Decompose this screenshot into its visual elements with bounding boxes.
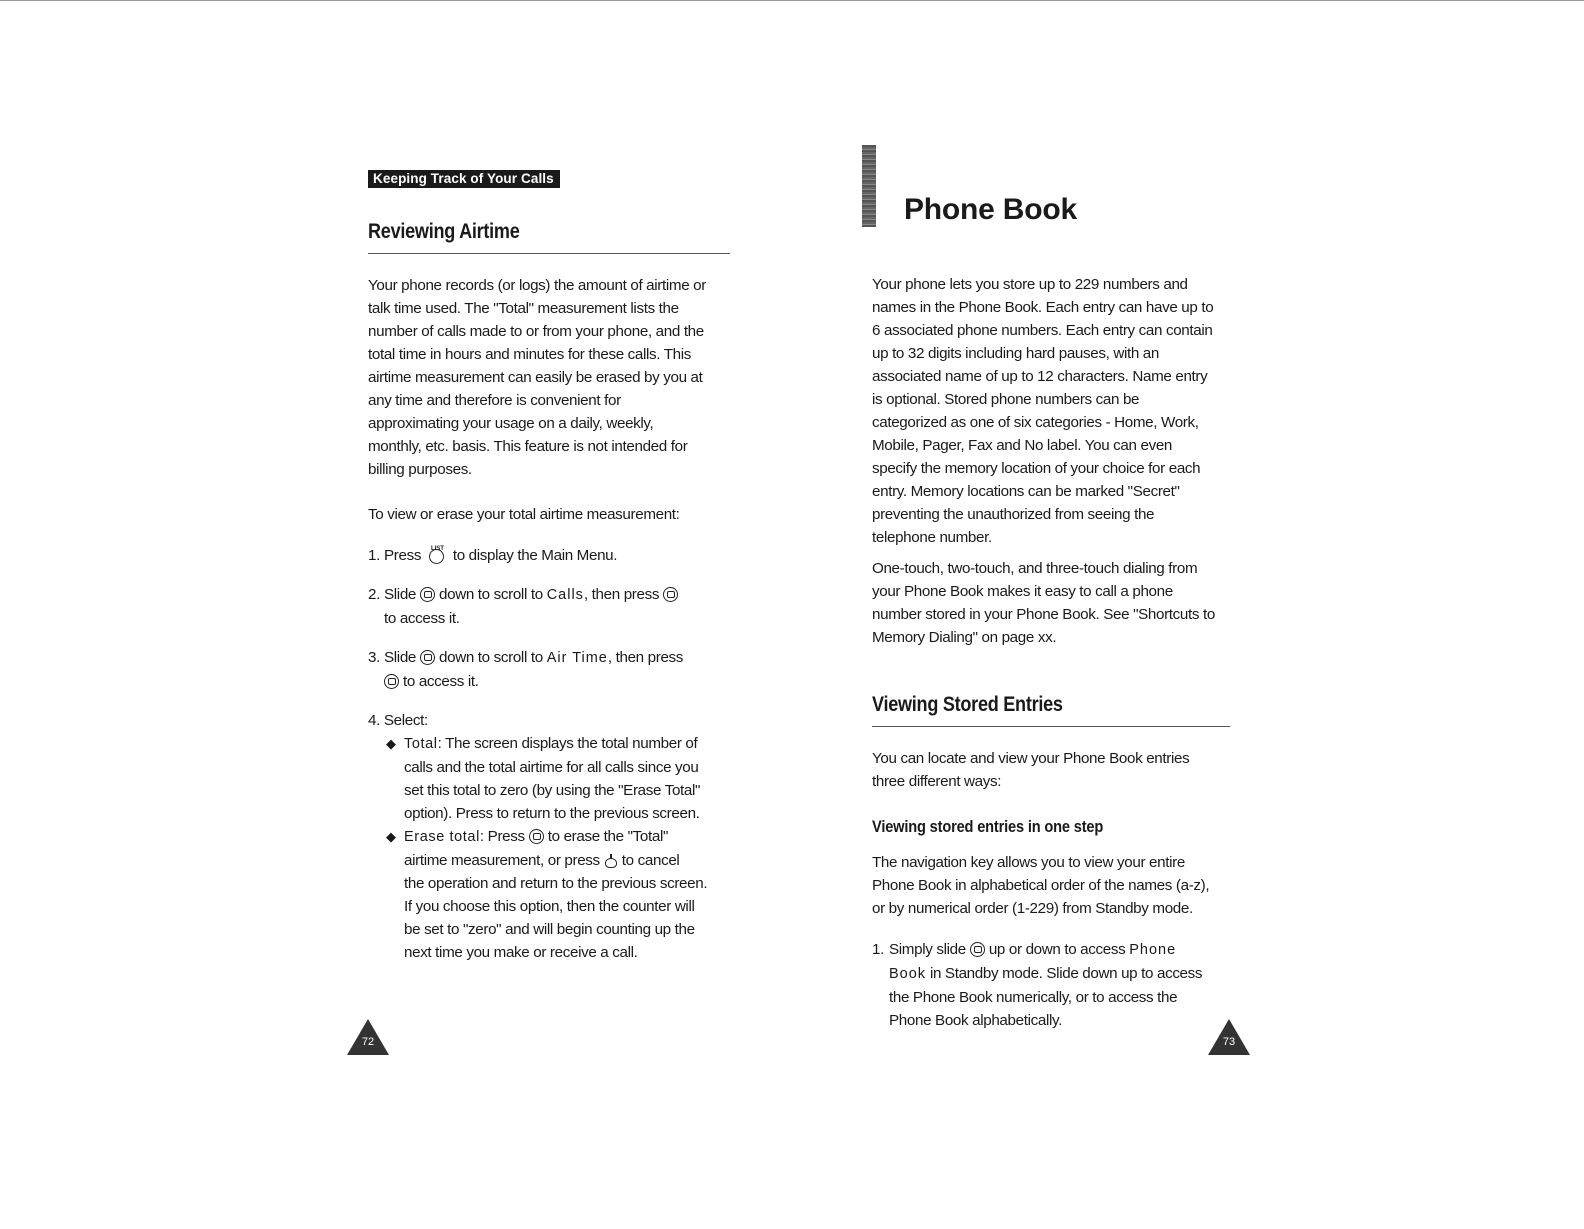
step-number: 2.: [368, 586, 380, 603]
ok-key-icon: [384, 674, 399, 689]
ui-term-air-time: Air Time: [546, 650, 608, 666]
para-line: number stored in your Phone Book. See "Shortcuts to: [872, 606, 1215, 623]
step-text: to access it.: [384, 610, 460, 627]
intro-paragraph: [368, 274, 738, 481]
intro-line: total time in hours and minutes for these calls. This: [368, 346, 692, 363]
step-text: up or down to access: [988, 941, 1126, 958]
step-1: [368, 544, 738, 567]
step-3: [368, 646, 738, 693]
bullet-total: [386, 732, 738, 825]
intro-line: monthly, etc. basis. This feature is not intended for: [368, 438, 688, 455]
page-number-left: [347, 1019, 389, 1055]
navigation-paragraph: [872, 851, 1244, 920]
phone-book-step-1: [872, 938, 1244, 1032]
step-2: [368, 583, 738, 630]
phone-book-title-block: [872, 145, 1244, 235]
intro-line: any time and therefore is convenient for: [368, 392, 621, 409]
heading-reviewing-airtime: Reviewing Airtime: [368, 220, 520, 243]
para-line: Memory Dialing" on page xx.: [872, 629, 1057, 646]
bullet-erase-total: [386, 825, 738, 964]
bullet-text: to erase the "Total": [547, 828, 669, 845]
bullet-text: airtime measurement, or press: [404, 852, 600, 869]
subheading-one-step: Viewing stored entries in one step: [872, 817, 1104, 836]
dialing-paragraph: [872, 557, 1244, 649]
intro-line: talk time used. The "Total" measurement lists the: [368, 300, 679, 317]
nav-key-icon: [420, 650, 435, 665]
bullet-text: next time you make or receive a call.: [404, 944, 638, 961]
diamond-bullet-icon: ◆: [386, 829, 396, 844]
para-line: three different ways:: [872, 773, 1002, 790]
intro-line: billing purposes.: [368, 461, 472, 478]
para-line: specify the memory location of your choice for each: [872, 460, 1201, 477]
page-number-text: 73: [1222, 1036, 1236, 1048]
step-text: to display the Main Menu.: [452, 547, 618, 564]
step-number: 1.: [368, 547, 380, 564]
para-line: The navigation key allows you to view your entire: [872, 854, 1185, 871]
bullet-text: be set to "zero" and will begin counting up the: [404, 921, 695, 938]
ok-key-icon: [663, 587, 678, 602]
para-line: entry. Memory locations can be marked "Secret": [872, 483, 1180, 500]
step-text: the Phone Book numerically, or to access the: [889, 989, 1178, 1006]
bullet-text: calls and the total airtime for all calls since you: [404, 759, 699, 776]
nav-key-icon: [420, 587, 435, 602]
step-text: down to scroll to: [439, 649, 543, 666]
nav-key-icon: [970, 942, 985, 957]
top-border-line: [0, 0, 1584, 1]
para-line: preventing the unauthorized from seeing the: [872, 506, 1155, 523]
step-4: 4. Select:: [368, 712, 428, 729]
page-number-text: 72: [361, 1036, 375, 1048]
para-line: up to 32 digits including hard pauses, with an: [872, 345, 1160, 362]
step-text: Slide: [384, 649, 417, 666]
para-line: Your phone lets you store up to 229 numbers and: [872, 276, 1188, 293]
heading-viewing-stored-entries: Viewing Stored Entries: [872, 693, 1063, 716]
ui-term-total: Total: [404, 736, 438, 752]
ui-term-calls: Calls: [546, 587, 584, 603]
para-line: One-touch, two-touch, and three-touch dialing from: [872, 560, 1198, 577]
step-number: 1.: [872, 941, 884, 958]
intro-line: approximating your usage on a daily, weekly,: [368, 415, 654, 432]
ways-paragraph: [872, 747, 1244, 793]
step-text: in Standby mode. Slide down up to access: [929, 965, 1203, 982]
intro-line: number of calls made to or from your phone, and the: [368, 323, 704, 340]
para-line: is optional. Stored phone numbers can be: [872, 391, 1140, 408]
heading-viewing-stored-entries-wrap: [872, 693, 1230, 727]
left-page: [368, 170, 738, 964]
page-title: Phone Book: [904, 193, 1078, 226]
para-line: 6 associated phone numbers. Each entry can contain: [872, 322, 1213, 339]
step-text: , then press: [607, 649, 684, 666]
para-line: You can locate and view your Phone Book entries: [872, 750, 1190, 767]
intro-line: airtime measurement can easily be erased by you at: [368, 369, 703, 386]
para-line: telephone number.: [872, 529, 992, 546]
para-line: Mobile, Pager, Fax and No label. You can even: [872, 437, 1173, 454]
bullet-text: set this total to zero (by using the "Erase Total": [404, 782, 701, 799]
para-line: names in the Phone Book. Each entry can have up to: [872, 299, 1214, 316]
title-bar-decoration: [862, 145, 876, 227]
intro-line: Your phone records (or logs) the amount of airtime or: [368, 277, 706, 294]
section-tab: Keeping Track of Your Calls: [368, 170, 560, 188]
lead-text: To view or erase your total airtime measurement:: [368, 506, 680, 523]
step-text: down to scroll to: [439, 586, 543, 603]
step-text: Simply slide: [889, 941, 966, 958]
step-text: Phone Book alphabetically.: [889, 1012, 1062, 1029]
para-line: or by numerical order (1-229) from Standby mode.: [872, 900, 1193, 917]
ui-term-book: Book: [889, 966, 927, 982]
list-key-icon: [429, 547, 445, 563]
list-key-label: LIST: [430, 546, 444, 552]
step-text: Slide: [384, 586, 417, 603]
para-line: Phone Book in alphabetical order of the names (a-z),: [872, 877, 1210, 894]
step-text: , then press: [583, 586, 660, 603]
bullet-text: : The screen displays the total number of: [437, 735, 698, 752]
ok-key-icon: [529, 829, 544, 844]
bullet-text: option). Press to return to the previous screen.: [404, 805, 700, 822]
para-line: your Phone Book makes it easy to call a phone: [872, 583, 1173, 600]
step-number: 3.: [368, 649, 380, 666]
para-line: categorized as one of six categories - Home, Work,: [872, 414, 1199, 431]
para-line: associated name of up to 12 characters. Name entry: [872, 368, 1208, 385]
end-key-icon: [604, 854, 618, 868]
step-text: Press: [384, 547, 422, 564]
diamond-bullet-icon: ◆: [386, 736, 396, 751]
ui-term-erase-total: Erase total: [404, 829, 480, 845]
right-page: [872, 145, 1244, 1032]
step-text: to access it.: [403, 673, 479, 690]
bullet-text: : Press: [479, 828, 525, 845]
bullet-text: the operation and return to the previous screen.: [404, 875, 708, 892]
heading-reviewing-airtime-wrap: [368, 220, 730, 254]
phone-book-intro: [872, 273, 1244, 549]
bullet-text: If you choose this option, then the counter will: [404, 898, 695, 915]
bullet-text: to cancel: [621, 852, 680, 869]
ui-term-phone: Phone: [1129, 942, 1177, 958]
page-number-right: [1208, 1019, 1250, 1055]
